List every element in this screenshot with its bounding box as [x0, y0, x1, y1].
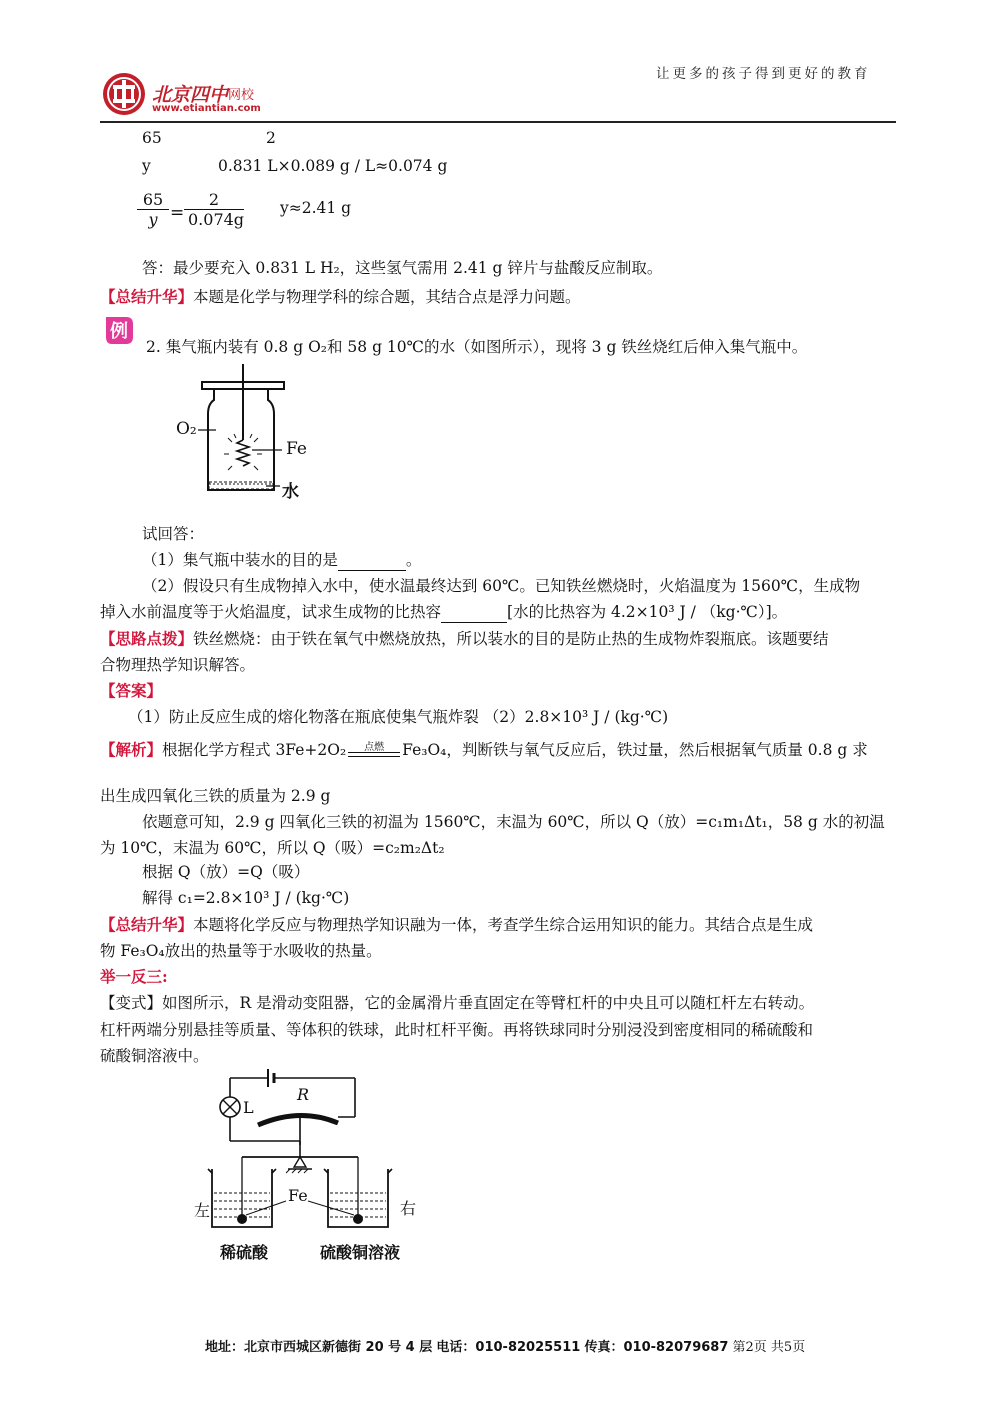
label-water: 水 — [282, 482, 299, 502]
logo-suffix: 网校 — [228, 88, 255, 103]
analysis-eq-left: 根据化学方程式 3Fe+2O₂ — [162, 741, 347, 759]
hint-tag: 【思路点拨】 — [100, 629, 194, 648]
frac2-denominator: 0.074g — [188, 210, 245, 229]
hint-line1 — [100, 629, 829, 649]
question-1-text: （1）集气瓶中装水的目的是 — [142, 551, 338, 569]
lever-circuit-figure — [190, 1065, 440, 1265]
footer-phone: 010-82025511 — [475, 1340, 581, 1355]
example-badge-icon — [102, 313, 136, 347]
summary1-text: 本题是化学与物理学科的综合题，其结合点是浮力问题。 — [193, 288, 581, 306]
analysis-eq-right: Fe₃O₄，判断铁与氧气反应后，铁过量，然后根据氧气质量 0.8 g 求 — [402, 741, 868, 759]
calc-row1-b: 2 — [266, 129, 276, 147]
frac2-numerator: 2 — [208, 190, 220, 209]
example-question: 2. 集气瓶内装有 0.8 g O₂和 58 g 10℃的水（如图所示），现将 3 g 铁丝烧红后伸入集气瓶中。 — [146, 338, 808, 356]
label-l: L — [243, 1098, 254, 1117]
answer-blank-2[interactable] — [441, 602, 507, 623]
caption-left-beaker: 稀硫酸 — [220, 1243, 269, 1262]
variant-line1: 【变式】如图所示，R 是滑动变阻器，它的金属滑片垂直固定在等臂杠杆的中央且可以随杠杆左右转动。 — [100, 994, 815, 1012]
frac1-denominator: y — [148, 210, 158, 229]
calc-row2-b: 0.831 L×0.089 g / L≈0.074 g — [218, 157, 448, 175]
label-fe-2: Fe — [288, 1186, 308, 1205]
footer-address: 北京市西城区新德街 20 号 4 层 — [244, 1340, 433, 1355]
header-divider — [100, 121, 896, 123]
footer-address-label: 地址： — [205, 1340, 245, 1355]
page-footer — [205, 1336, 805, 1355]
label-fe: Fe — [286, 439, 307, 459]
summary2-line2: 物 Fe₃O₄放出的热量等于水吸收的热量。 — [100, 942, 382, 960]
analysis-line2: 出生成四氧化三铁的质量为 2.9 g — [100, 787, 331, 805]
footer-fax: 010-82079687 — [623, 1340, 729, 1355]
footer-page-number: 第2页 共5页 — [732, 1340, 806, 1355]
variant-line2: 杠杆两端分别悬挂等质量、等体积的铁球，此时杠杆平衡。再将铁球同时分别浸没到密度相同的稀硫酸和 — [100, 1021, 814, 1039]
question-2-text: 掉入水前温度等于火焰温度，试求生成物的比热容 — [100, 603, 442, 621]
example-badge-text: 例 — [110, 321, 128, 342]
question-2-line2 — [100, 602, 787, 623]
summary2-text: 本题将化学反应与物理热学知识融为一体，考查学生综合运用知识的能力。其结合点是生成 — [193, 916, 814, 934]
frac1-numerator: 65 — [142, 190, 164, 209]
label-left: 左 — [194, 1201, 211, 1220]
analysis-line5: 根据 Q（放）=Q（吸） — [142, 863, 310, 881]
analysis-line1 — [100, 740, 868, 760]
analysis-line6: 解得 c₁=2.8×10³ J / (kg·℃) — [142, 889, 350, 907]
header-slogan: 让更多的孩子得到更好的教育 — [656, 66, 871, 82]
questions-intro: 试回答： — [142, 525, 205, 543]
logo-url: www.etiantian.com — [152, 103, 261, 114]
footer-phone-label: 电话： — [436, 1340, 476, 1355]
calc-row1-a: 65 — [142, 129, 162, 147]
logo-name: 北京四中 — [152, 84, 229, 106]
answer-tag: 【答案】 — [100, 681, 163, 700]
summary1 — [100, 287, 581, 307]
variant-heading: 举一反三: — [100, 967, 168, 986]
question-1 — [142, 550, 421, 571]
summary1-tag: 【总结升华】 — [100, 287, 194, 306]
reaction-condition — [346, 740, 402, 760]
reaction-condition-label: 点燃 — [364, 742, 385, 753]
calc-answer: 答：最少要充入 0.831 L H₂，这些氢气需用 2.41 g 锌片与盐酸反应制取。 — [142, 259, 663, 277]
summary2-tag: 【总结升华】 — [100, 915, 194, 934]
variant-line3: 硫酸铜溶液中。 — [100, 1047, 209, 1065]
equals-sign: = — [170, 203, 185, 223]
caption-right-beaker: 硫酸铜溶液 — [320, 1243, 401, 1262]
answer-text: （1）防止反应生成的熔化物落在瓶底使集气瓶炸裂 （2）2.8×10³ J / (kg·℃) — [128, 708, 669, 726]
label-r: R — [297, 1085, 310, 1104]
analysis-line3: 依题意可知，2.9 g 四氧化三铁的初温为 1560℃，末温为 60℃，所以 Q（放）=c₁m₁Δt₁，58 g 水的初温 — [142, 813, 885, 831]
question-2-end: [水的比热容为 4.2×10³ J / （kg·℃）]。 — [507, 603, 788, 621]
question-1-end: 。 — [405, 551, 422, 569]
question-2-line1: （2）假设只有生成物掉入水中，使水温最终达到 60℃。已知铁丝燃烧时，火焰温度为 1560℃，生成物 — [142, 577, 861, 595]
answer-blank-1[interactable] — [338, 550, 406, 571]
hint-line2: 合物理热学知识解答。 — [100, 656, 256, 674]
fraction-65-over-y — [137, 190, 169, 229]
label-o2: O₂ — [176, 419, 197, 439]
label-right: 右 — [400, 1199, 417, 1218]
calc-result: y≈2.41 g — [280, 199, 352, 217]
analysis-line4: 为 10℃，末温为 60℃，所以 Q（吸）=c₂m₂Δt₂ — [100, 839, 445, 857]
summary2-line1 — [100, 915, 813, 935]
analysis-tag: 【解析】 — [100, 740, 163, 759]
fraction-2-over-0074g — [184, 190, 244, 229]
hint-text: 铁丝燃烧：由于铁在氧气中燃烧放热，所以装水的目的是防止热的生成物炸裂瓶底。该题要结 — [193, 630, 829, 648]
school-logo-icon — [101, 71, 147, 117]
calc-row2-a: y — [142, 157, 151, 175]
footer-fax-label: 传真： — [584, 1340, 624, 1355]
